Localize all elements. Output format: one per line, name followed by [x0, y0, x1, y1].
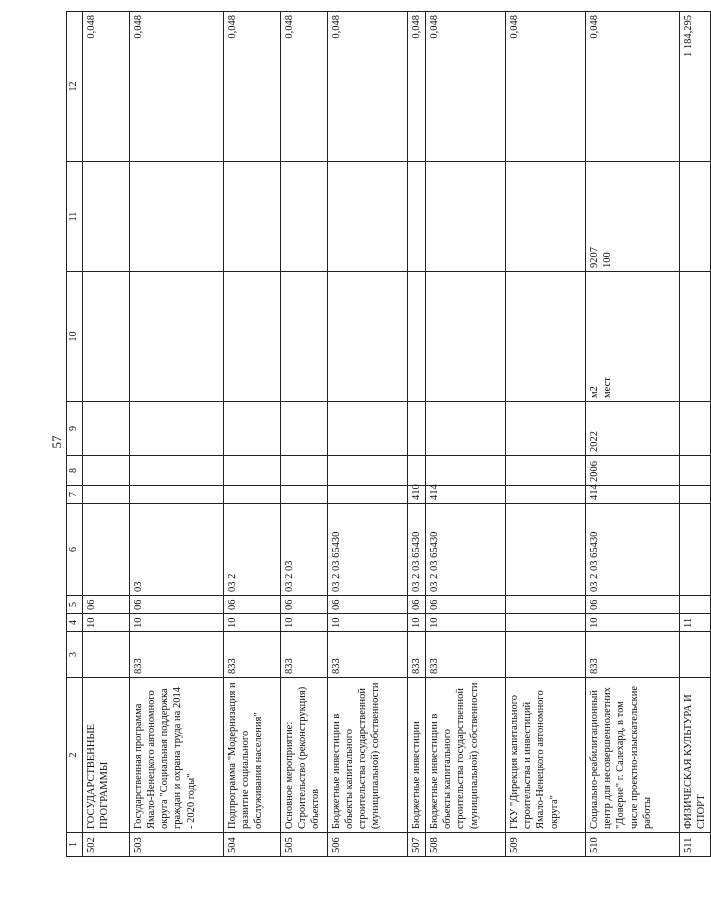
- item-name-cell: [426, 678, 506, 833]
- section-code: 10: [86, 617, 97, 628]
- table-row: [506, 12, 586, 857]
- end-year-cell: [83, 402, 130, 456]
- section-code: 10: [411, 617, 422, 628]
- page-number: 57: [49, 435, 64, 449]
- item-name: Бюджетные инвестиции в объекты капитального строительства государственной (муниципальной) собственности: [331, 682, 382, 829]
- subsection-code-cell: [281, 596, 328, 614]
- target-article-code: 03 2 03 65430: [331, 531, 342, 592]
- amount-cell: [130, 12, 224, 162]
- expense-type-code-cell: [680, 486, 711, 504]
- end-year-cell: [586, 402, 680, 456]
- table-row: [426, 12, 506, 857]
- end-year-cell: [281, 402, 328, 456]
- capacity-unit-cell: [328, 272, 408, 402]
- capacity-unit-cell: [281, 272, 328, 402]
- column-header: 2: [67, 678, 83, 833]
- start-year-cell: [506, 456, 586, 486]
- row-number: 504: [227, 837, 238, 853]
- capacity-unit-cell: [680, 272, 711, 402]
- row-number: 502: [86, 837, 97, 853]
- table-row: [408, 12, 426, 857]
- section-code: 11: [683, 617, 695, 628]
- target-article-code-cell: [506, 504, 586, 596]
- item-name-cell: [224, 678, 281, 833]
- amount: 0,048: [227, 15, 238, 39]
- subsection-code: 06: [227, 599, 238, 610]
- item-name-cell: [281, 678, 328, 833]
- expense-type-code-cell: [586, 486, 680, 504]
- section-code-cell: [680, 614, 711, 632]
- section-code: 10: [284, 617, 295, 628]
- row-number-cell: [408, 833, 426, 857]
- amount: 0,048: [86, 15, 97, 39]
- subsection-code-cell: [506, 596, 586, 614]
- subsection-code: 06: [411, 599, 422, 610]
- item-name: Бюджетные инвестиции: [411, 721, 422, 829]
- row-number: 511: [683, 837, 695, 853]
- ministry-code: 833: [227, 658, 238, 674]
- ministry-code-cell: [130, 632, 224, 678]
- expense-type-code: 410: [411, 484, 422, 500]
- amount: 0,048: [411, 15, 422, 39]
- row-number: 505: [284, 837, 295, 853]
- row-number: 507: [411, 837, 422, 853]
- end-year-cell: [130, 402, 224, 456]
- target-article-code-cell: [83, 504, 130, 596]
- expense-type-code-cell: [224, 486, 281, 504]
- ministry-code-cell: [83, 632, 130, 678]
- column-header: 9: [67, 402, 83, 456]
- section-code-cell: [506, 614, 586, 632]
- section-code-cell: [83, 614, 130, 632]
- section-code-cell: [328, 614, 408, 632]
- amount-cell: [586, 12, 680, 162]
- target-article-code-cell: [408, 504, 426, 596]
- capacity-unit-cell: [408, 272, 426, 402]
- subsection-code-cell: [586, 596, 680, 614]
- column-header: 12: [67, 12, 83, 162]
- capacity-value-cell: [281, 162, 328, 272]
- row-number-cell: [426, 833, 506, 857]
- amount: 0,048: [284, 15, 295, 39]
- end-year-cell: [680, 402, 711, 456]
- capacity-value-cell: [328, 162, 408, 272]
- capacity-value: 9207 100: [589, 247, 614, 268]
- target-article-code: 03 2 03 65430: [429, 531, 441, 592]
- ministry-code: 833: [331, 658, 342, 674]
- expense-type-code-cell: [281, 486, 328, 504]
- section-code: 10: [331, 617, 342, 628]
- expense-type-code: 414: [429, 484, 441, 500]
- amount: 0,048: [429, 15, 441, 39]
- subsection-code-cell: [130, 596, 224, 614]
- amount-cell: [83, 12, 130, 162]
- budget-table: [66, 11, 711, 857]
- subsection-code-cell: [680, 596, 711, 614]
- capacity-value-cell: [224, 162, 281, 272]
- section-code-cell: [130, 614, 224, 632]
- end-year: 2022: [589, 431, 601, 452]
- row-number-cell: [281, 833, 328, 857]
- ministry-code: 833: [284, 658, 295, 674]
- start-year-cell: [408, 456, 426, 486]
- capacity-unit-cell: [426, 272, 506, 402]
- item-name-cell: [408, 678, 426, 833]
- capacity-value-cell: [83, 162, 130, 272]
- start-year-cell: [130, 456, 224, 486]
- item-name-cell: [83, 678, 130, 833]
- amount-cell: [281, 12, 328, 162]
- ministry-code-cell: [224, 632, 281, 678]
- table-row: [281, 12, 328, 857]
- item-name-cell: [506, 678, 586, 833]
- ministry-code-cell: [586, 632, 680, 678]
- ministry-code-cell: [680, 632, 711, 678]
- target-article-code: 03 2 03 65430: [411, 531, 422, 592]
- section-code: 10: [227, 617, 238, 628]
- capacity-unit-cell: [130, 272, 224, 402]
- table-row: [586, 12, 680, 857]
- item-name: Подпрограмма "Модернизация и развитие социального обслуживания населения": [227, 682, 265, 829]
- target-article-code: 03 2 03 65430: [589, 531, 601, 592]
- capacity-value-cell: [130, 162, 224, 272]
- subsection-code: 06: [589, 599, 601, 610]
- expense-type-code-cell: [83, 486, 130, 504]
- expense-type-code-cell: [426, 486, 506, 504]
- capacity-value-cell: [426, 162, 506, 272]
- end-year-cell: [426, 402, 506, 456]
- amount-cell: [506, 12, 586, 162]
- section-code-cell: [281, 614, 328, 632]
- row-number-cell: [506, 833, 586, 857]
- amount-cell: [224, 12, 281, 162]
- section-code: 10: [589, 617, 601, 628]
- amount: 0,048: [331, 15, 342, 39]
- subsection-code: 06: [429, 599, 441, 610]
- ministry-code: 833: [429, 658, 441, 674]
- expense-type-code-cell: [130, 486, 224, 504]
- ministry-code-cell: [408, 632, 426, 678]
- subsection-code-cell: [83, 596, 130, 614]
- column-header: 1: [67, 833, 83, 857]
- expense-type-code-cell: [408, 486, 426, 504]
- capacity-unit-cell: [586, 272, 680, 402]
- table-row: [83, 12, 130, 857]
- expense-type-code: 414: [589, 484, 601, 500]
- item-name-cell: [586, 678, 680, 833]
- item-name-cell: [680, 678, 711, 833]
- section-code-cell: [408, 614, 426, 632]
- row-number-cell: [328, 833, 408, 857]
- table-row: [224, 12, 281, 857]
- amount: 0,048: [509, 15, 521, 39]
- amount-cell: [408, 12, 426, 162]
- ministry-code: 833: [411, 658, 422, 674]
- subsection-code-cell: [408, 596, 426, 614]
- end-year-cell: [408, 402, 426, 456]
- column-header: 4: [67, 614, 83, 632]
- column-header: 10: [67, 272, 83, 402]
- row-number-cell: [130, 833, 224, 857]
- item-name-cell: [328, 678, 408, 833]
- subsection-code-cell: [328, 596, 408, 614]
- row-number-cell: [680, 833, 711, 857]
- subsection-code: 06: [86, 599, 97, 610]
- capacity-unit: м2 мест: [589, 377, 614, 398]
- capacity-unit-cell: [506, 272, 586, 402]
- end-year-cell: [506, 402, 586, 456]
- subsection-code: 06: [331, 599, 342, 610]
- item-name: Государственная программа Ямало-Ненецкого автономного округа "Социальная поддержка граждан и охрана труда на 2014 - 2020 годы": [133, 687, 197, 829]
- capacity-value-cell: [506, 162, 586, 272]
- section-code-cell: [426, 614, 506, 632]
- ministry-code-cell: [328, 632, 408, 678]
- column-header: 6: [67, 504, 83, 596]
- subsection-code: 06: [284, 599, 295, 610]
- start-year-cell: [281, 456, 328, 486]
- column-header: 8: [67, 456, 83, 486]
- amount: 0,048: [589, 15, 601, 39]
- row-number: 506: [331, 837, 342, 853]
- start-year-cell: [83, 456, 130, 486]
- column-header: 5: [67, 596, 83, 614]
- section-code-cell: [224, 614, 281, 632]
- rotated-page: [66, 12, 708, 857]
- target-article-code-cell: [680, 504, 711, 596]
- start-year: 2006: [589, 461, 601, 482]
- row-number-cell: [586, 833, 680, 857]
- item-name-cell: [130, 678, 224, 833]
- item-name: Бюджетные инвестиции в объекты капитального строительства государственной (муниципальной) собственности: [429, 682, 480, 829]
- amount-cell: [680, 12, 711, 162]
- ministry-code-cell: [426, 632, 506, 678]
- column-header: 11: [67, 162, 83, 272]
- ministry-code: 833: [589, 658, 601, 674]
- target-article-code: 03: [133, 581, 144, 592]
- row-number-cell: [224, 833, 281, 857]
- target-article-code: 03 2 03: [284, 560, 295, 592]
- row-number: 510: [589, 837, 601, 853]
- item-name: ГКУ "Дирекция капитального строительства и инвестиций Ямало-Ненецкого автономного округа": [509, 690, 560, 829]
- item-name: ГОСУДАРСТВЕННЫЕ ПРОГРАММЫ: [86, 723, 111, 829]
- column-number-row: [67, 12, 83, 857]
- capacity-value-cell: [586, 162, 680, 272]
- table-row: [130, 12, 224, 857]
- capacity-value-cell: [408, 162, 426, 272]
- row-number: 503: [133, 837, 144, 853]
- target-article-code-cell: [586, 504, 680, 596]
- capacity-unit-cell: [83, 272, 130, 402]
- target-article-code-cell: [130, 504, 224, 596]
- expense-type-code-cell: [328, 486, 408, 504]
- start-year-cell: [680, 456, 711, 486]
- amount: 0,048: [133, 15, 144, 39]
- target-article-code-cell: [224, 504, 281, 596]
- subsection-code-cell: [224, 596, 281, 614]
- item-name: Основное мероприятие: Строительство (реконструкция) объектов: [284, 686, 322, 829]
- table-row: [680, 12, 711, 857]
- section-code-cell: [586, 614, 680, 632]
- item-name: ФИЗИЧЕСКАЯ КУЛЬТУРА И СПОРТ: [683, 694, 708, 829]
- target-article-code-cell: [328, 504, 408, 596]
- expense-type-code-cell: [506, 486, 586, 504]
- ministry-code-cell: [506, 632, 586, 678]
- capacity-value-cell: [680, 162, 711, 272]
- amount-cell: [328, 12, 408, 162]
- ministry-code: 833: [133, 658, 144, 674]
- column-header: 3: [67, 632, 83, 678]
- amount: 1 184,295: [683, 15, 695, 57]
- target-article-code-cell: [426, 504, 506, 596]
- table-body: [67, 12, 711, 857]
- row-number-cell: [83, 833, 130, 857]
- row-number: 508: [429, 837, 441, 853]
- section-code: 10: [429, 617, 441, 628]
- row-number: 509: [509, 837, 521, 853]
- target-article-code: 03 2: [227, 573, 238, 592]
- subsection-code-cell: [426, 596, 506, 614]
- amount-cell: [426, 12, 506, 162]
- section-code: 10: [133, 617, 144, 628]
- start-year-cell: [426, 456, 506, 486]
- ministry-code-cell: [281, 632, 328, 678]
- capacity-unit-cell: [224, 272, 281, 402]
- start-year-cell: [328, 456, 408, 486]
- start-year-cell: [586, 456, 680, 486]
- table-row: [328, 12, 408, 857]
- subsection-code: 06: [133, 599, 144, 610]
- start-year-cell: [224, 456, 281, 486]
- end-year-cell: [328, 402, 408, 456]
- item-name: Социально-реабилитационный центр для несовершеннолетних "Доверие" г. Салехард, в том числе проектно-изыскательские работы: [589, 685, 653, 829]
- column-header: 7: [67, 486, 83, 504]
- end-year-cell: [224, 402, 281, 456]
- target-article-code-cell: [281, 504, 328, 596]
